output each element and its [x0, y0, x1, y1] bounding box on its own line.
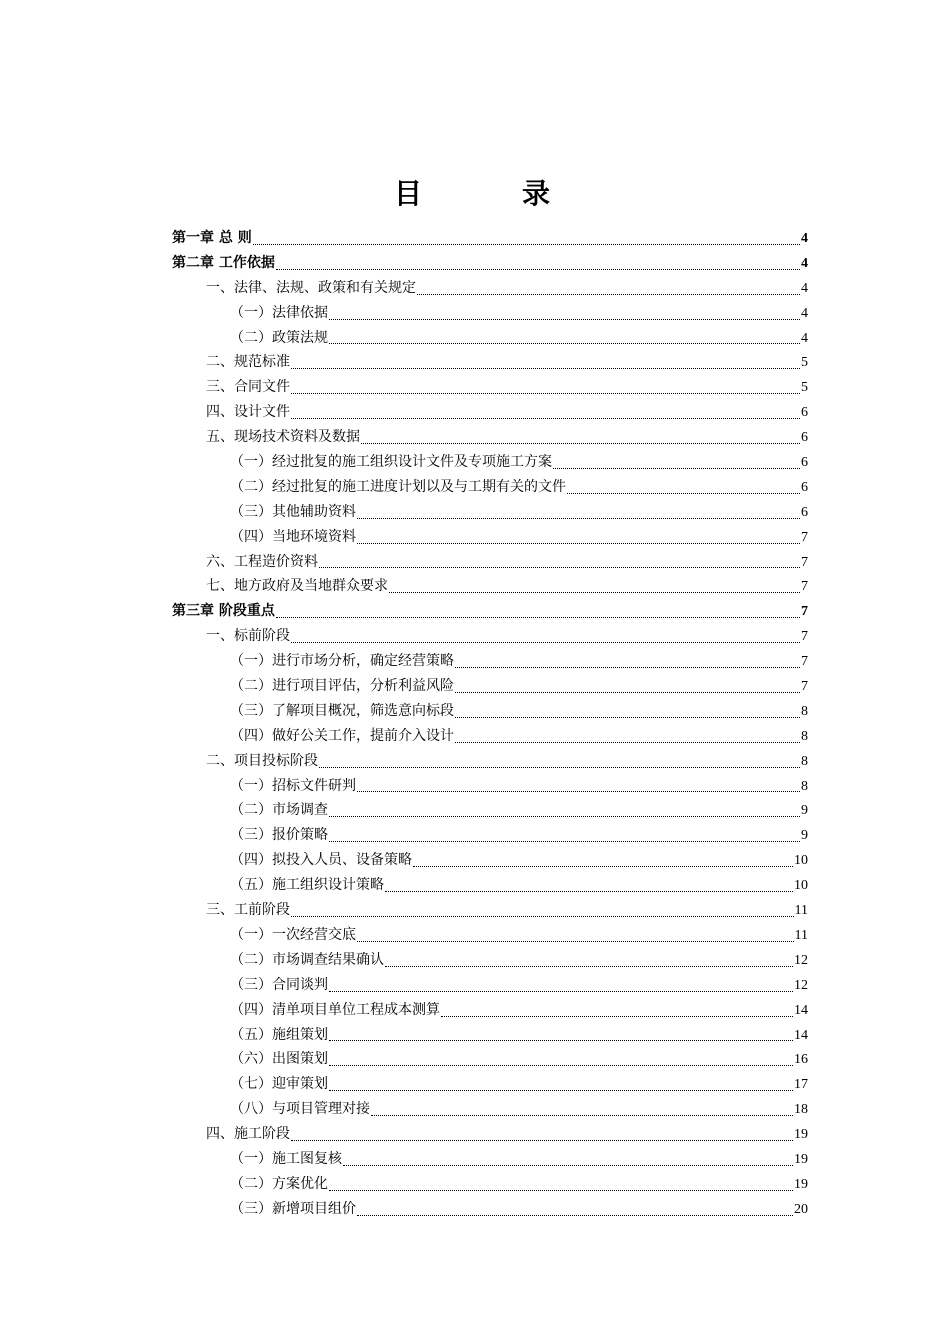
- toc-entry[interactable]: [172, 525, 808, 550]
- dot-leader: [319, 567, 800, 568]
- toc-entry-page-number: 18: [794, 1102, 808, 1118]
- toc-entry[interactable]: [172, 450, 808, 475]
- toc-entry[interactable]: [172, 500, 808, 525]
- dot-leader: [413, 866, 793, 867]
- toc-entry[interactable]: [172, 226, 808, 251]
- toc-entry[interactable]: [172, 848, 808, 873]
- toc-entry[interactable]: [172, 326, 808, 351]
- toc-entry-label: （二）政策法规: [230, 329, 328, 346]
- toc-entry[interactable]: [172, 923, 808, 948]
- toc-entry-page-number: 19: [794, 1127, 808, 1143]
- toc-entry-page-number: 7: [801, 679, 808, 695]
- toc-entry-page-number: 7: [801, 579, 808, 595]
- toc-entry-page-number: 20: [794, 1201, 808, 1217]
- toc-entry[interactable]: [172, 1197, 808, 1222]
- toc-entry-page-number: 11: [794, 927, 808, 943]
- toc-entry-page-number: 6: [801, 455, 808, 471]
- toc-entry[interactable]: [172, 301, 808, 326]
- toc-entry[interactable]: [172, 898, 808, 923]
- toc-entry-label: （二）方案优化: [230, 1175, 328, 1192]
- toc-entry-label: 四、施工阶段: [206, 1126, 290, 1143]
- dot-leader: [329, 816, 800, 817]
- toc-entry[interactable]: [172, 375, 808, 400]
- toc-entry-label: （一）经过批复的施工组织设计文件及专项施工方案: [230, 454, 552, 471]
- toc-entry-label: 七、地方政府及当地群众要求: [206, 578, 388, 595]
- dot-leader: [329, 841, 800, 842]
- toc-entry-page-number: 6: [801, 479, 808, 495]
- toc-entry-page-number: 8: [801, 778, 808, 794]
- toc-entry-label: 一、法律、法规、政策和有关规定: [206, 279, 416, 296]
- dot-leader: [329, 319, 800, 320]
- toc-entry-label: （一）法律依据: [230, 304, 328, 321]
- toc-entry-label: 三、合同文件: [206, 379, 290, 396]
- toc-entry-page-number: 4: [801, 330, 808, 346]
- dot-leader: [385, 966, 793, 967]
- toc-entry-page-number: 16: [794, 1052, 808, 1068]
- toc-entry-page-number: 4: [801, 305, 808, 321]
- toc-entry-page-number: 6: [801, 430, 808, 446]
- dot-leader: [389, 592, 800, 593]
- toc-entry[interactable]: [172, 1072, 808, 1097]
- toc-entry-label: （二）市场调查结果确认: [230, 951, 384, 968]
- toc-entry-label: （六）出图策划: [230, 1051, 328, 1068]
- dot-leader: [329, 1090, 793, 1091]
- toc-entry-page-number: 11: [794, 903, 808, 919]
- toc-entry[interactable]: [172, 550, 808, 575]
- toc-entry-label: （一）进行市场分析，确定经营策略: [230, 653, 454, 670]
- toc-entry-page-number: 4: [801, 280, 808, 296]
- toc-entry[interactable]: [172, 973, 808, 998]
- toc-entry[interactable]: [172, 998, 808, 1023]
- toc-entry-page-number: 6: [801, 504, 808, 520]
- toc-entry[interactable]: [172, 1172, 808, 1197]
- toc-entry-page-number: 12: [794, 977, 808, 993]
- dot-leader: [441, 1016, 793, 1017]
- toc-entry[interactable]: [172, 599, 808, 624]
- toc-entry-label: （一）招标文件研判: [230, 777, 356, 794]
- dot-leader: [329, 991, 793, 992]
- toc-entry[interactable]: [172, 823, 808, 848]
- toc-entry-page-number: 7: [801, 654, 808, 670]
- toc-entry[interactable]: [172, 1023, 808, 1048]
- toc-entry-label: （二）经过批复的施工进度计划以及与工期有关的文件: [230, 478, 566, 495]
- toc-entry[interactable]: [172, 699, 808, 724]
- toc-entry[interactable]: [172, 276, 808, 301]
- toc-entry-page-number: 8: [801, 728, 808, 744]
- table-of-contents: [172, 226, 808, 1222]
- toc-entry-label: （三）合同谈判: [230, 976, 328, 993]
- dot-leader: [371, 1115, 793, 1116]
- toc-entry-label: （七）迎审策划: [230, 1076, 328, 1093]
- toc-entry-page-number: 5: [801, 380, 808, 396]
- toc-entry-label: 三、工前阶段: [206, 902, 290, 919]
- toc-entry-label: 四、设计文件: [206, 404, 290, 421]
- toc-entry[interactable]: [172, 1147, 808, 1172]
- toc-entry-page-number: 7: [801, 529, 808, 545]
- dot-leader: [361, 443, 800, 444]
- toc-entry-page-number: 7: [801, 629, 808, 645]
- toc-entry[interactable]: [172, 624, 808, 649]
- dot-leader: [291, 393, 800, 394]
- toc-entry-label: （四）拟投入人员、设备策略: [230, 852, 412, 869]
- toc-entry-label: （二）进行项目评估，分析利益风险: [230, 678, 454, 695]
- toc-entry-label: （一）一次经营交底: [230, 926, 356, 943]
- dot-leader: [385, 891, 793, 892]
- toc-entry[interactable]: [172, 749, 808, 774]
- toc-entry-page-number: 9: [801, 803, 808, 819]
- dot-leader: [455, 667, 800, 668]
- dot-leader: [455, 717, 800, 718]
- dot-leader: [291, 916, 794, 917]
- toc-entry[interactable]: [172, 798, 808, 823]
- toc-entry[interactable]: [172, 400, 808, 425]
- toc-entry[interactable]: [172, 674, 808, 699]
- dot-leader: [455, 742, 800, 743]
- toc-entry-label: （三）其他辅助资料: [230, 503, 356, 520]
- dot-leader: [343, 1165, 793, 1166]
- toc-entry[interactable]: [172, 475, 808, 500]
- toc-entry-label: 第三章 阶段重点: [172, 603, 275, 620]
- toc-entry-label: （二）市场调查: [230, 802, 328, 819]
- toc-entry-label: （五）施工组织设计策略: [230, 877, 384, 894]
- toc-entry-label: 二、项目投标阶段: [206, 752, 318, 769]
- toc-entry-label: （四）当地环境资料: [230, 528, 356, 545]
- toc-entry[interactable]: [172, 948, 808, 973]
- toc-entry[interactable]: [172, 1122, 808, 1147]
- toc-entry-page-number: 17: [794, 1077, 808, 1093]
- dot-leader: [253, 244, 800, 245]
- dot-leader: [329, 1190, 793, 1191]
- toc-entry-page-number: 4: [801, 231, 808, 246]
- dot-leader: [319, 767, 800, 768]
- toc-entry-label: （五）施组策划: [230, 1026, 328, 1043]
- toc-entry[interactable]: [172, 873, 808, 898]
- toc-entry-page-number: 19: [794, 1151, 808, 1167]
- dot-leader: [567, 493, 800, 494]
- toc-entry-page-number: 19: [794, 1176, 808, 1192]
- toc-entry[interactable]: [172, 350, 808, 375]
- toc-entry-page-number: 7: [801, 604, 808, 620]
- dot-leader: [553, 468, 800, 469]
- toc-entry-page-number: 14: [794, 1002, 808, 1018]
- toc-entry-label: （四）清单项目单位工程成本测算: [230, 1001, 440, 1018]
- toc-entry-page-number: 7: [801, 554, 808, 570]
- toc-entry-label: 第一章 总 则: [172, 230, 252, 246]
- page-title: 目 录: [393, 177, 586, 210]
- toc-entry[interactable]: [172, 574, 808, 599]
- toc-entry-page-number: 4: [801, 255, 808, 271]
- toc-entry-page-number: 12: [794, 952, 808, 968]
- dot-leader: [291, 1140, 793, 1141]
- toc-entry-page-number: 10: [794, 853, 808, 869]
- toc-entry-label: （四）做好公关工作，提前介入设计: [230, 727, 454, 744]
- toc-entry[interactable]: [172, 1097, 808, 1122]
- toc-entry[interactable]: [172, 251, 808, 276]
- dot-leader: [329, 1040, 793, 1041]
- dot-leader: [291, 642, 800, 643]
- toc-entry-page-number: 6: [801, 405, 808, 421]
- toc-entry[interactable]: [172, 649, 808, 674]
- dot-leader: [276, 269, 800, 270]
- toc-entry-label: 六、工程造价资料: [206, 553, 318, 570]
- toc-entry-page-number: 8: [801, 753, 808, 769]
- toc-entry-label: （三）新增项目组价: [230, 1200, 356, 1217]
- toc-entry-label: 一、标前阶段: [206, 628, 290, 645]
- toc-entry-label: （一）施工图复核: [230, 1150, 342, 1167]
- dot-leader: [357, 1215, 793, 1216]
- toc-entry[interactable]: [172, 425, 808, 450]
- toc-entry-page-number: 8: [801, 703, 808, 719]
- toc-entry-label: 第二章 工作依据: [172, 254, 275, 271]
- dot-leader: [357, 543, 800, 544]
- toc-entry-page-number: 5: [801, 355, 808, 371]
- toc-entry-label: 五、现场技术资料及数据: [206, 429, 360, 446]
- toc-entry-label: 二、规范标准: [206, 354, 290, 371]
- dot-leader: [357, 518, 800, 519]
- toc-entry[interactable]: [172, 724, 808, 749]
- dot-leader: [291, 418, 800, 419]
- dot-leader: [417, 294, 800, 295]
- toc-entry[interactable]: [172, 1047, 808, 1072]
- dot-leader: [357, 791, 800, 792]
- toc-entry-label: （八）与项目管理对接: [230, 1101, 370, 1118]
- toc-entry-page-number: 9: [801, 828, 808, 844]
- toc-entry-label: （三）了解项目概况，筛选意向标段: [230, 702, 454, 719]
- dot-leader: [291, 368, 800, 369]
- dot-leader: [455, 692, 800, 693]
- dot-leader: [357, 941, 794, 942]
- toc-entry-label: （三）报价策略: [230, 827, 328, 844]
- dot-leader: [329, 1065, 793, 1066]
- dot-leader: [276, 617, 800, 618]
- toc-entry-page-number: 14: [794, 1027, 808, 1043]
- toc-entry-page-number: 10: [794, 878, 808, 894]
- toc-entry[interactable]: [172, 774, 808, 799]
- dot-leader: [329, 343, 800, 344]
